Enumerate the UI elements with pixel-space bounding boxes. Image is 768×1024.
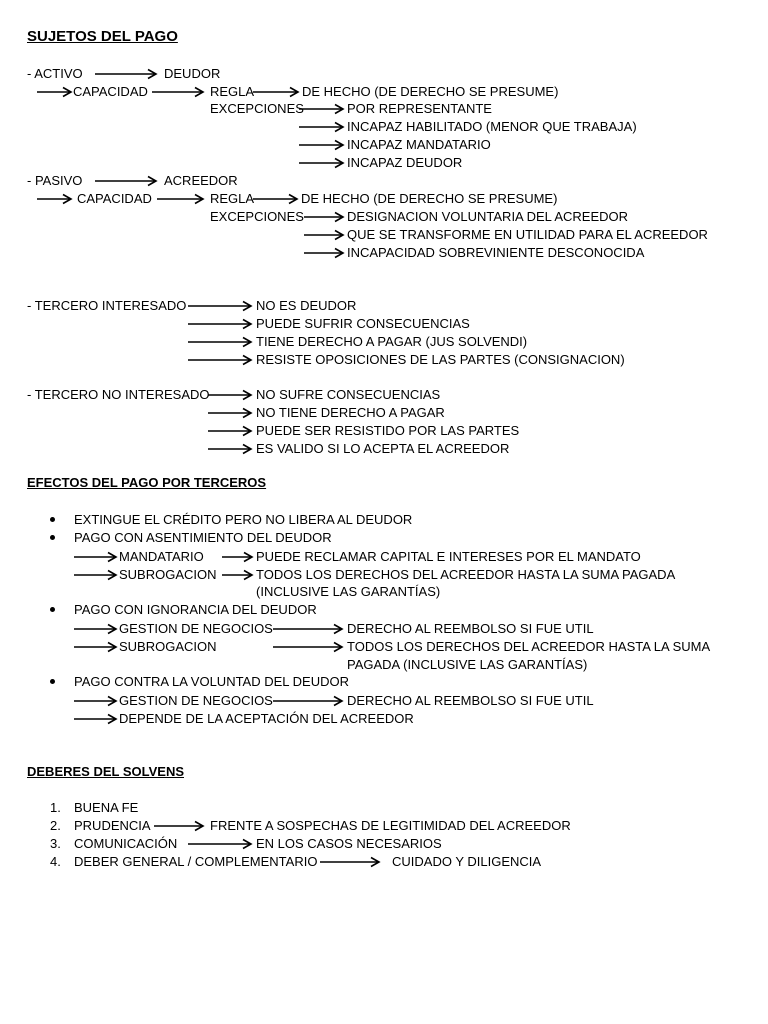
bullet-icon	[50, 607, 55, 612]
tercero-no-interesado-item: NO SUFRE CONSECUENCIAS	[256, 387, 441, 402]
gestion-label: GESTION DE NEGOCIOS	[119, 693, 273, 708]
activo-label: - ACTIVO	[27, 66, 83, 81]
activo-excepcion-item: INCAPAZ HABILITADO (MENOR QUE TRABAJA)	[347, 119, 637, 134]
tercero-interesado-item: RESISTE OPOSICIONES DE LAS PARTES (CONSIGNACION)	[256, 352, 625, 367]
arrow-icon	[188, 355, 252, 365]
activo-excepcion-item: INCAPAZ MANDATARIO	[347, 137, 491, 152]
arrow-icon	[152, 87, 204, 97]
deberes-heading: DEBERES DEL SOLVENS	[27, 764, 184, 779]
deber-item: DEBER GENERAL / COMPLEMENTARIO	[74, 854, 318, 869]
arrow-icon	[222, 570, 253, 580]
tercero-no-interesado-item: NO TIENE DERECHO A PAGAR	[256, 405, 445, 420]
list-number: 3.	[50, 836, 61, 851]
efectos-bullet: PAGO CON IGNORANCIA DEL DEUDOR	[74, 602, 317, 617]
gestion-result: DERECHO AL REEMBOLSO SI FUE UTIL	[347, 693, 594, 708]
pasivo-excepcion-item: DESIGNACION VOLUNTARIA DEL ACREEDOR	[347, 209, 629, 224]
arrow-icon	[208, 426, 252, 436]
arrow-icon	[208, 444, 252, 454]
arrow-icon	[74, 570, 117, 580]
gestion-result: DERECHO AL REEMBOLSO SI FUE UTIL	[347, 621, 594, 636]
arrow-icon	[95, 69, 157, 79]
arrow-icon	[299, 140, 344, 150]
pasivo-excepciones: EXCEPCIONES	[210, 209, 304, 224]
subrogacion-result-cont: PAGADA (INCLUSIVE LAS GARANTÍAS)	[347, 657, 588, 672]
bullet-icon	[50, 535, 55, 540]
efectos-heading: EFECTOS DEL PAGO POR TERCEROS	[27, 475, 267, 490]
arrow-icon	[95, 176, 157, 186]
arrow-icon	[74, 714, 117, 724]
arrow-icon	[37, 194, 72, 204]
pasivo-label: - PASIVO	[27, 173, 83, 188]
arrow-icon	[74, 642, 117, 652]
pasivo-capacidad: CAPACIDAD	[77, 191, 152, 206]
tercero-interesado-item: PUEDE SUFRIR CONSECUENCIAS	[256, 316, 470, 331]
mandatario-label: MANDATARIO	[119, 549, 204, 564]
bullet-icon	[50, 517, 55, 522]
activo-excepcion-item: INCAPAZ DEUDOR	[347, 155, 463, 170]
tercero-interesado-item: NO ES DEUDOR	[256, 298, 357, 313]
activo-capacidad: CAPACIDAD	[73, 84, 148, 99]
subrogacion-result-cont: (INCLUSIVE LAS GARANTÍAS)	[256, 584, 441, 599]
deber-item: PRUDENCIA	[74, 818, 151, 833]
efectos-bullet: EXTINGUE EL CRÉDITO PERO NO LIBERA AL DEUDOR	[74, 512, 413, 527]
activo-result: DEUDOR	[164, 66, 221, 81]
pasivo-excepcion-item: INCAPACIDAD SOBREVINIENTE DESCONOCIDA	[347, 245, 645, 260]
list-number: 2.	[50, 818, 61, 833]
arrow-icon	[188, 301, 252, 311]
deber-item: COMUNICACIÓN	[74, 836, 178, 851]
arrow-icon	[74, 624, 117, 634]
activo-excepcion-item: POR REPRESENTANTE	[347, 101, 492, 116]
gestion-label: GESTION DE NEGOCIOS	[119, 621, 273, 636]
tercero-interesado-label: - TERCERO INTERESADO	[27, 298, 187, 313]
arrow-icon	[304, 212, 344, 222]
deber-result: FRENTE A SOSPECHAS DE LEGITIMIDAD DEL ACREEDOR	[210, 818, 571, 833]
pasivo-result: ACREEDOR	[164, 173, 238, 188]
arrow-icon	[222, 552, 253, 562]
deber-result: CUIDADO Y DILIGENCIA	[392, 854, 542, 869]
arrow-icon	[273, 642, 343, 652]
subrogacion-label: SUBROGACION	[119, 567, 217, 582]
arrow-icon	[208, 408, 252, 418]
efectos-bullet: PAGO CON ASENTIMIENTO DEL DEUDOR	[74, 530, 332, 545]
subrogacion-label: SUBROGACION	[119, 639, 217, 654]
arrow-icon	[37, 87, 72, 97]
pasivo-excepcion-item: QUE SE TRANSFORME EN UTILIDAD PARA EL ACREEDOR	[347, 227, 708, 242]
list-number: 4.	[50, 854, 61, 869]
efectos-bullet: PAGO CONTRA LA VOLUNTAD DEL DEUDOR	[74, 674, 349, 689]
subrogacion-result: TODOS LOS DERECHOS DEL ACREEDOR HASTA LA SUMA	[347, 639, 711, 654]
page-title: SUJETOS DEL PAGO	[27, 28, 178, 45]
arrow-icon	[188, 337, 252, 347]
arrow-icon	[304, 230, 344, 240]
mandatario-result: PUEDE RECLAMAR CAPITAL E INTERESES POR EL MANDATO	[256, 549, 641, 564]
arrow-icon	[304, 248, 344, 258]
deber-item: BUENA FE	[74, 800, 139, 815]
arrow-icon	[299, 104, 344, 114]
tercero-no-interesado-item: PUEDE SER RESISTIDO POR LAS PARTES	[256, 423, 520, 438]
arrow-icon	[299, 158, 344, 168]
arrow-icon	[320, 857, 380, 867]
arrow-icon	[299, 122, 344, 132]
list-number: 1.	[50, 800, 61, 815]
arrow-icon	[273, 696, 343, 706]
pasivo-regla-result: DE HECHO (DE DERECHO SE PRESUME)	[301, 191, 558, 206]
activo-excepciones: EXCEPCIONES	[210, 101, 304, 116]
arrow-icon	[208, 390, 252, 400]
arrow-icon	[157, 194, 204, 204]
arrow-icon	[273, 624, 343, 634]
depende-label: DEPENDE DE LA ACEPTACIÓN DEL ACREEDOR	[119, 711, 414, 726]
arrow-icon	[74, 552, 117, 562]
subrogacion-result: TODOS LOS DERECHOS DEL ACREEDOR HASTA LA SUMA PAGADA	[256, 567, 676, 582]
pasivo-regla: REGLA	[210, 191, 255, 206]
tercero-no-interesado-item: ES VALIDO SI LO ACEPTA EL ACREEDOR	[256, 441, 510, 456]
arrow-icon	[188, 319, 252, 329]
arrow-icon	[154, 821, 204, 831]
tercero-interesado-item: TIENE DERECHO A PAGAR (JUS SOLVENDI)	[256, 334, 528, 349]
arrow-icon	[188, 839, 252, 849]
tercero-no-interesado-label: - TERCERO NO INTERESADO	[27, 387, 210, 402]
bullet-icon	[50, 679, 55, 684]
arrow-icon	[253, 87, 299, 97]
activo-regla-result: DE HECHO (DE DERECHO SE PRESUME)	[302, 84, 559, 99]
arrow-icon	[74, 696, 117, 706]
activo-regla: REGLA	[210, 84, 255, 99]
arrow-icon	[253, 194, 298, 204]
deber-result: EN LOS CASOS NECESARIOS	[256, 836, 442, 851]
